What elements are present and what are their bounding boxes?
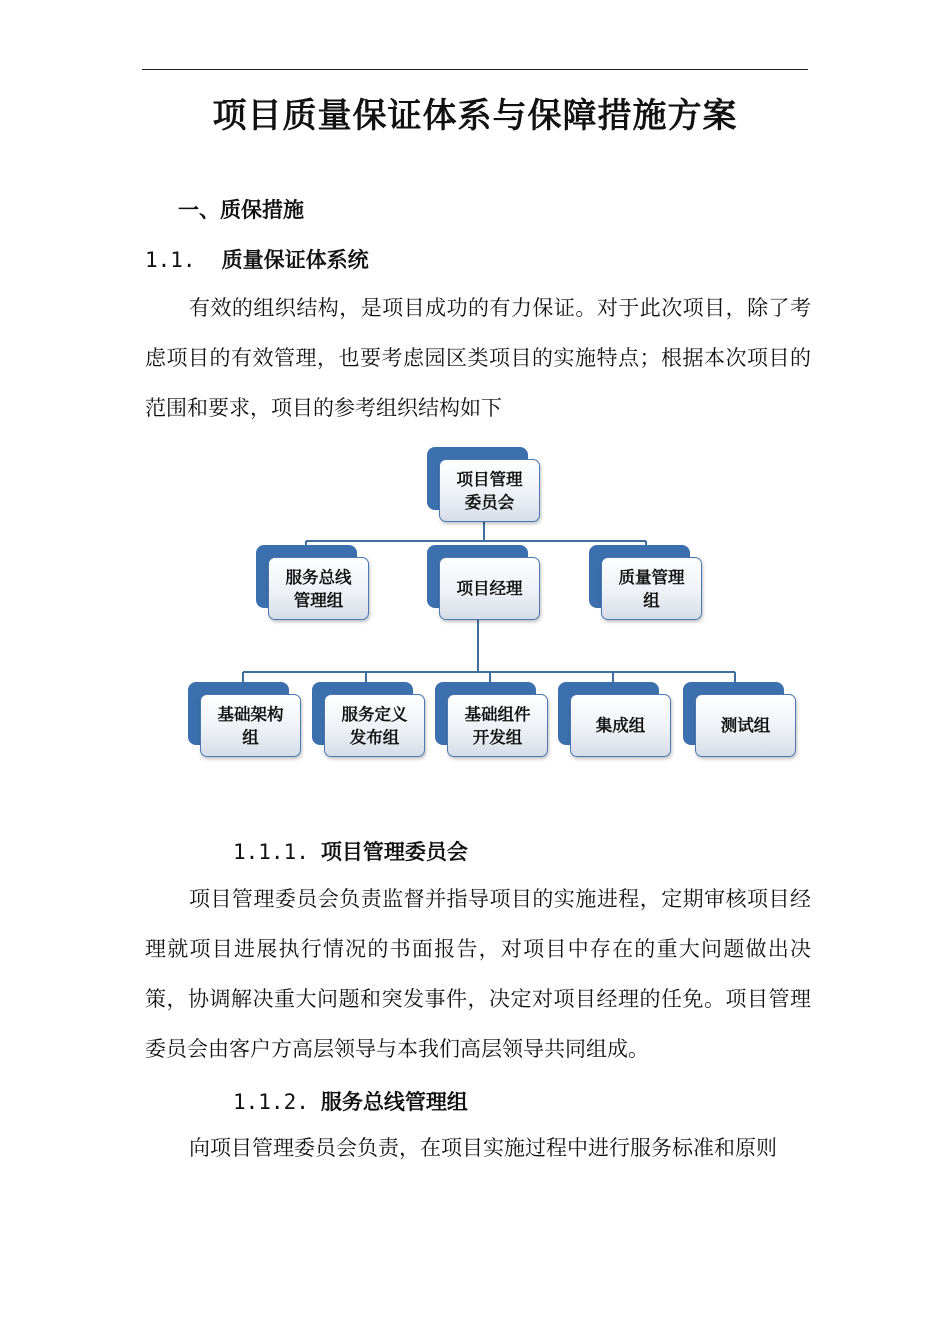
subsubsection-number: 1.1.2. <box>233 1090 309 1114</box>
subsection-title: 质量保证体系统 <box>221 248 369 272</box>
header-rule <box>142 69 808 70</box>
subsubsection-number: 1.1.1. <box>233 840 309 864</box>
intro-paragraph: 有效的组织结构，是项目成功的有力保证。对于此次项目，除了考虑项目的有效管理，也要考虑园区类项目的实施特点；根据本次项目的范围和要求，项目的参考组织结构如下 <box>145 296 811 420</box>
document-title: 项目质量保证体系与保障措施方案 <box>212 96 738 136</box>
section-heading: 一、质保措施 <box>178 198 304 222</box>
org-node-test-group <box>683 682 796 757</box>
subsection-number: 1.1. <box>145 248 196 272</box>
org-node-quality-group <box>589 545 702 620</box>
org-node-label: 集成组 <box>595 716 646 735</box>
org-node-label: 质量管理 组 <box>618 567 685 610</box>
org-node-label: 项目管理 委员会 <box>456 469 523 512</box>
subsubsection-heading <box>233 836 468 866</box>
subsection-heading <box>145 244 369 274</box>
committee-paragraph: 项目管理委员会负责监督并指导项目的实施进程，定期审核项目经理就项目进展执行情况的书面报告，对项目中存在的重大问题做出决策，协调解决重大问题和突发事件，决定对项目经理的任免。项目管理委员会由客户方高层领导与本我们高层领导共同组成。 <box>145 887 811 1061</box>
org-node-label: 基础架构 组 <box>217 704 284 747</box>
org-node-committee <box>427 447 540 522</box>
subsubsection-title: 服务总线管理组 <box>320 1090 468 1114</box>
org-node-label: 基础组件 开发组 <box>464 704 531 747</box>
org-node-label: 项目经理 <box>456 579 523 598</box>
org-node-integration-group <box>558 682 671 757</box>
org-node-esb-group <box>256 545 369 620</box>
org-node-label: 服务定义 发布组 <box>341 704 408 747</box>
subsubsection-title: 项目管理委员会 <box>320 840 468 864</box>
org-node-service-definition-group <box>312 682 425 757</box>
org-node-label: 测试组 <box>720 716 771 735</box>
org-node-label: 服务总线 管理组 <box>285 567 352 610</box>
esb-group-paragraph: 向项目管理委员会负责，在项目实施过程中进行服务标准和原则 <box>189 1136 777 1160</box>
org-node-project-manager <box>427 545 540 620</box>
subsubsection-heading <box>233 1086 468 1116</box>
org-node-component-dev-group <box>435 682 548 757</box>
org-node-infrastructure-group <box>188 682 301 757</box>
